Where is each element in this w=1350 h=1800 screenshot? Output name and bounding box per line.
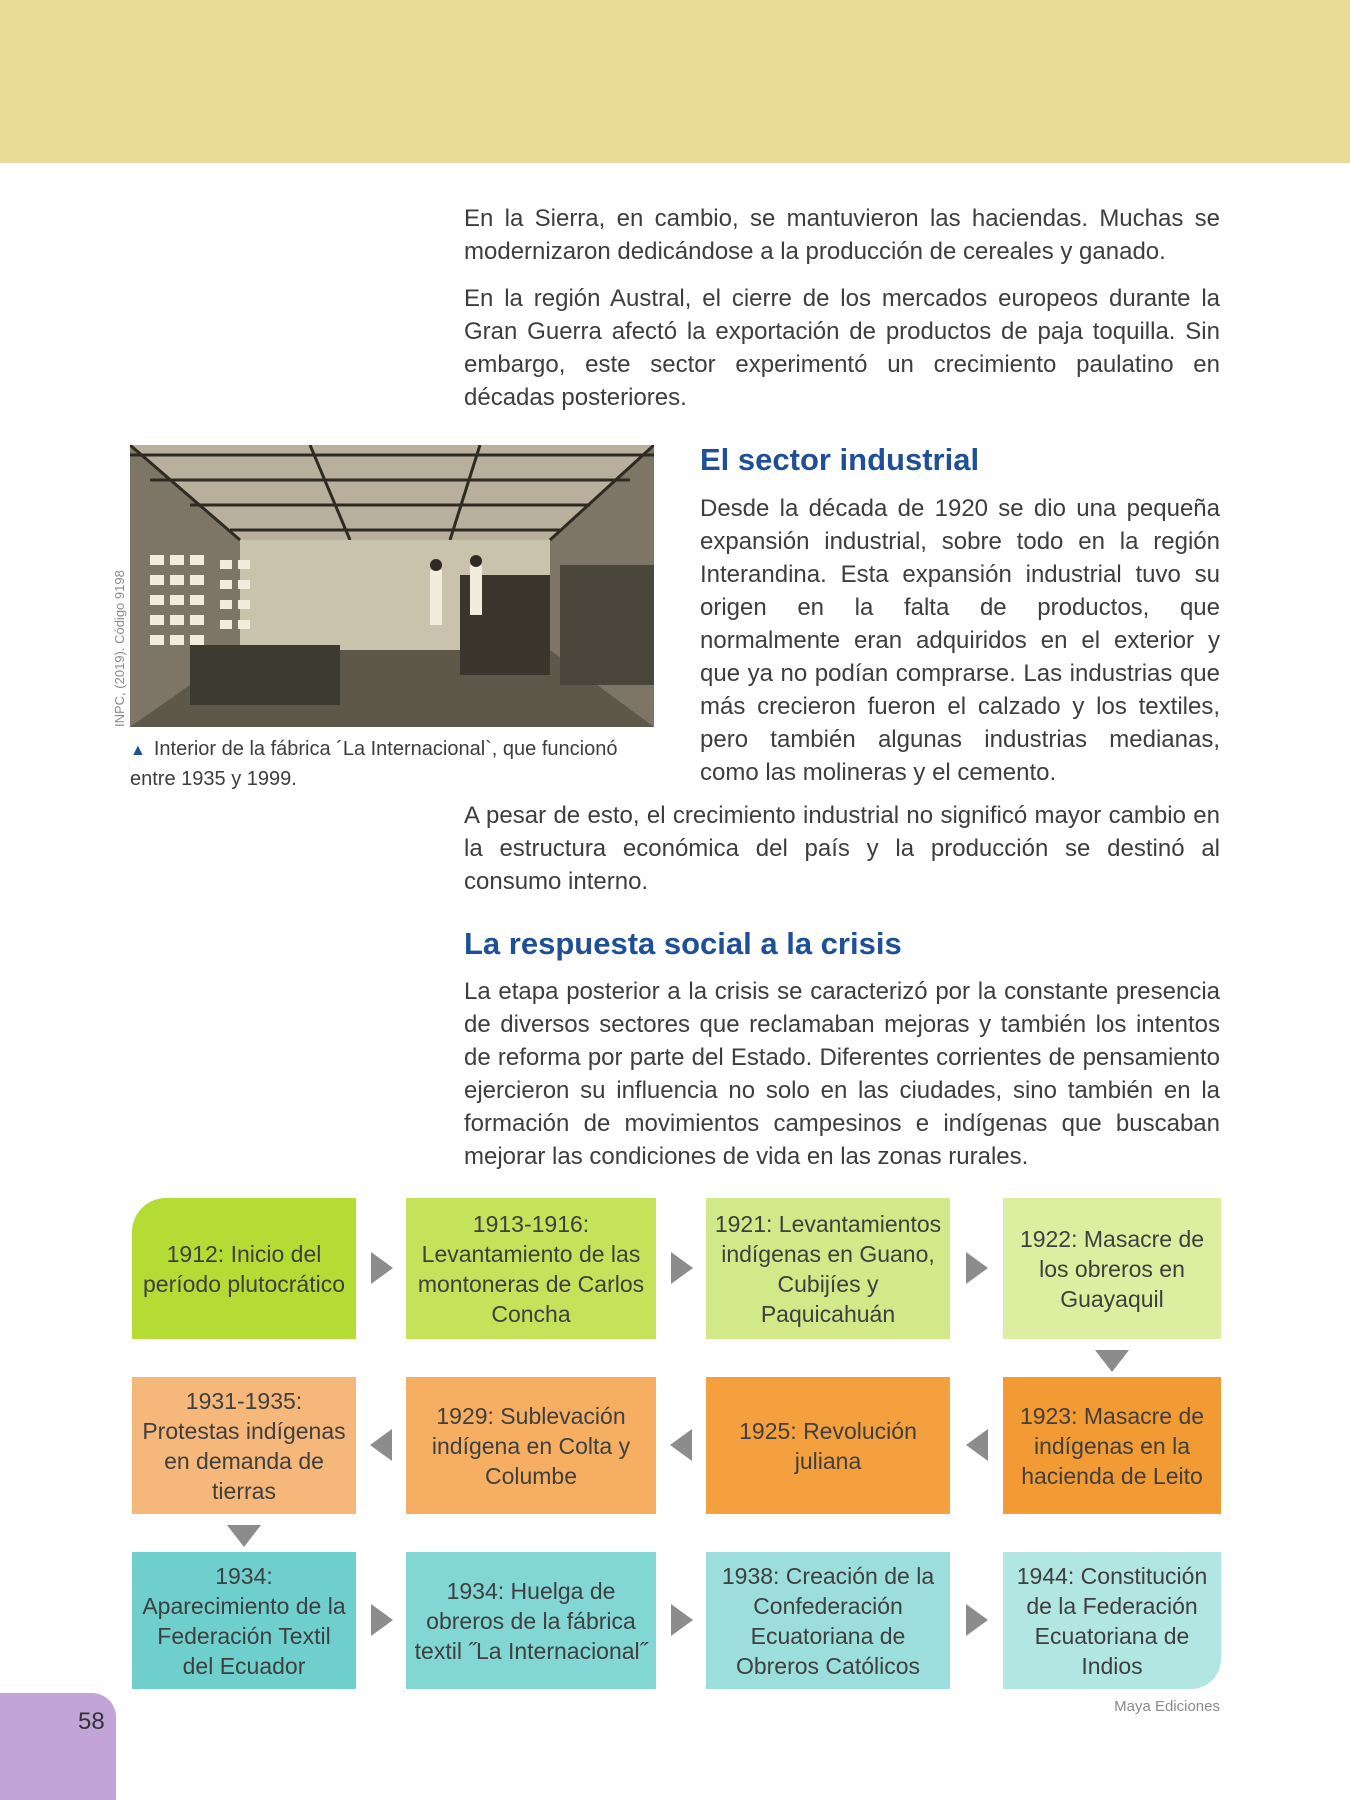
paragraph-social: La etapa posterior a la crisis se caracterizó por la constante presencia de diversos sectores que reclamaban mejoras y también los intentos de reforma por parte del Estado. Diferentes corrientes de pensamiento ejercieron su influencia no solo en las ciudades, sino también en la formación de movimientos campesinos e indígenas que buscaban mejorar las condiciones de vida en las zonas rurales. <box>464 978 1220 1170</box>
factory-photo <box>130 445 654 727</box>
timeline-box-1929: 1929: Sublevación indígena en Colta y Columbe <box>406 1377 656 1514</box>
arrow-right-icon <box>966 1604 988 1636</box>
arrow-down-icon <box>1095 1350 1129 1372</box>
timeline-box-1944: 1944: Constitución de la Federación Ecuatoriana de Indios <box>1003 1552 1221 1689</box>
timeline-box-1934-federacion: 1934: Aparecimiento de la Federación Textil del Ecuador <box>132 1552 356 1689</box>
timeline-box-1931: 1931-1935: Protestas indígenas en demanda de tierras <box>132 1377 356 1514</box>
arrow-left-icon <box>966 1429 988 1461</box>
paragraph-growth: A pesar de esto, el crecimiento industrial no significó mayor cambio en la estructura económica del país y la producción se destinó al consumo interno. <box>464 802 1220 895</box>
paragraph-austral: En la región Austral, el cierre de los mercados europeos durante la Gran Guerra afectó la exportación de productos de paja toquilla. Sin embargo, este sector experimentó un crecimiento paulatino en décadas posteriores. <box>464 285 1220 411</box>
arrow-right-icon <box>671 1252 693 1284</box>
timeline-box-1922: 1922: Masacre de los obreros en Guayaquil <box>1003 1198 1221 1339</box>
arrow-left-icon <box>670 1429 692 1461</box>
arrow-right-icon <box>671 1604 693 1636</box>
timeline-box-1921: 1921: Levantamientos indígenas en Guano, Cubijíes y Paquicahuán <box>706 1198 950 1339</box>
arrow-down-icon <box>227 1525 261 1547</box>
heading-industrial: El sector industrial <box>700 442 980 477</box>
top-color-band <box>0 0 1350 163</box>
photo-credit: INPC, (2019). Código 9198 <box>112 570 127 727</box>
timeline-box-1912: 1912: Inicio del período plutocrático <box>132 1198 356 1339</box>
paragraph-sierra: En la Sierra, en cambio, se mantuvieron las haciendas. Muchas se modernizaron dedicándose a la producción de cereales y ganado. <box>464 205 1220 265</box>
timeline-box-1938: 1938: Creación de la Confederación Ecuatoriana de Obreros Católicos <box>706 1552 950 1689</box>
timeline-box-1923: 1923: Masacre de indígenas en la hacienda de Leito <box>1003 1377 1221 1514</box>
arrow-right-icon <box>371 1252 393 1284</box>
timeline-box-1925: 1925: Revolución juliana <box>706 1377 950 1514</box>
timeline-box-1934-huelga: 1934: Huelga de obreros de la fábrica textil ˝La Internacional˝ <box>406 1552 656 1689</box>
arrow-right-icon <box>371 1604 393 1636</box>
arrow-right-icon <box>966 1252 988 1284</box>
photo-caption <box>130 735 650 793</box>
arrow-left-icon <box>370 1429 392 1461</box>
paragraph-industrial: Desde la década de 1920 se dio una pequeña expansión industrial, sobre todo en la región Interandina. Esta expansión industrial tuvo su origen en la falta de productos, que normalmente eran adquiridos en el exterior y que ya no podían comprarse. Las industrias que más crecieron fueron el calzado y los textiles, pero también algunas industrias medianas, como las molineras y el cemento. <box>700 495 1220 786</box>
timeline-box-1913: 1913-1916: Levantamiento de las montoneras de Carlos Concha <box>406 1198 656 1339</box>
caption-triangle-icon: ▲ <box>130 742 146 759</box>
publisher-name: Maya Ediciones <box>1114 1698 1220 1715</box>
page-number: 58 <box>78 1708 105 1735</box>
photo-caption-text: Interior de la fábrica ´La Internacional`, que funcionó entre 1935 y 1999. <box>130 738 618 790</box>
heading-social: La respuesta social a la crisis <box>464 926 902 961</box>
